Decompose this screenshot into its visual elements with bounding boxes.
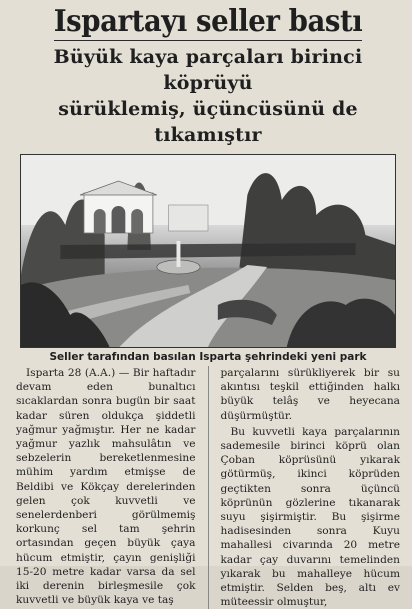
park-photo-illustration [21, 155, 395, 347]
article-column-1 [16, 366, 196, 609]
subheadline-line-2: sürüklemiş, üçüncüsünü de tıkamıştır [58, 98, 358, 146]
article-columns [14, 366, 402, 609]
article-paragraph: Isparta 28 (A.A.) — Bir haftadır devam eden bunaltıcı sıcaklardan sonra bugün bir saat kadar süren oldukça şiddetli yağmur yağmıştır. Her ne kadar yağmur yazlık mahsulâtın ve sebzelerin bereketlenmesine mühim yardım etmişse de Beldibi ve Kökçay derelerinden gelen çok kuvvetli ve senelerdenberi görülmemiş korkunç sel tam şehrin ortasından geçen büyük çaya hücum etmiştir, çayın genişliği 15-20 metre kadar varsa da sel iki derenin birleşmesile çok kuvvetli ve büyük kaya ve taş [16, 367, 196, 607]
photo-caption: Seller tarafından basılan Isparta şehrindeki yeni park [49, 351, 367, 363]
subheadline [14, 44, 402, 148]
headline-rule [54, 40, 362, 41]
article-paragraph: Bu kuvvetli kaya parçalarının sademesile birinci köprü olan Çoban köprüsünü yıkarak götürmüş, ikinci köprüden geçtikten sonra üçüncü köprünün gözlerine tıkanarak suyu şişirmiştir. Bu şişirme hadisesinden sonra Kuyu mahallesi civarında 20 metre kadar çay duvarını temelinden yıkarak bu mahalleye hücum etmiştir. Selden beş, altı ev müteessir olmuştur, [220, 425, 400, 609]
subheadline-line-1: Büyük kaya parçaları birinci köprüyü [53, 46, 363, 94]
column-divider [208, 366, 209, 609]
article-column-2 [221, 366, 401, 609]
article-paragraph: parçalarını sürükliyerek bir su akıntısı teşkil ettiğinden halkı büyük telâş ve heyecana düşürmüştür. [220, 367, 400, 422]
park-photo [20, 154, 396, 348]
headline: Ispartayı seller bastı [53, 4, 363, 39]
